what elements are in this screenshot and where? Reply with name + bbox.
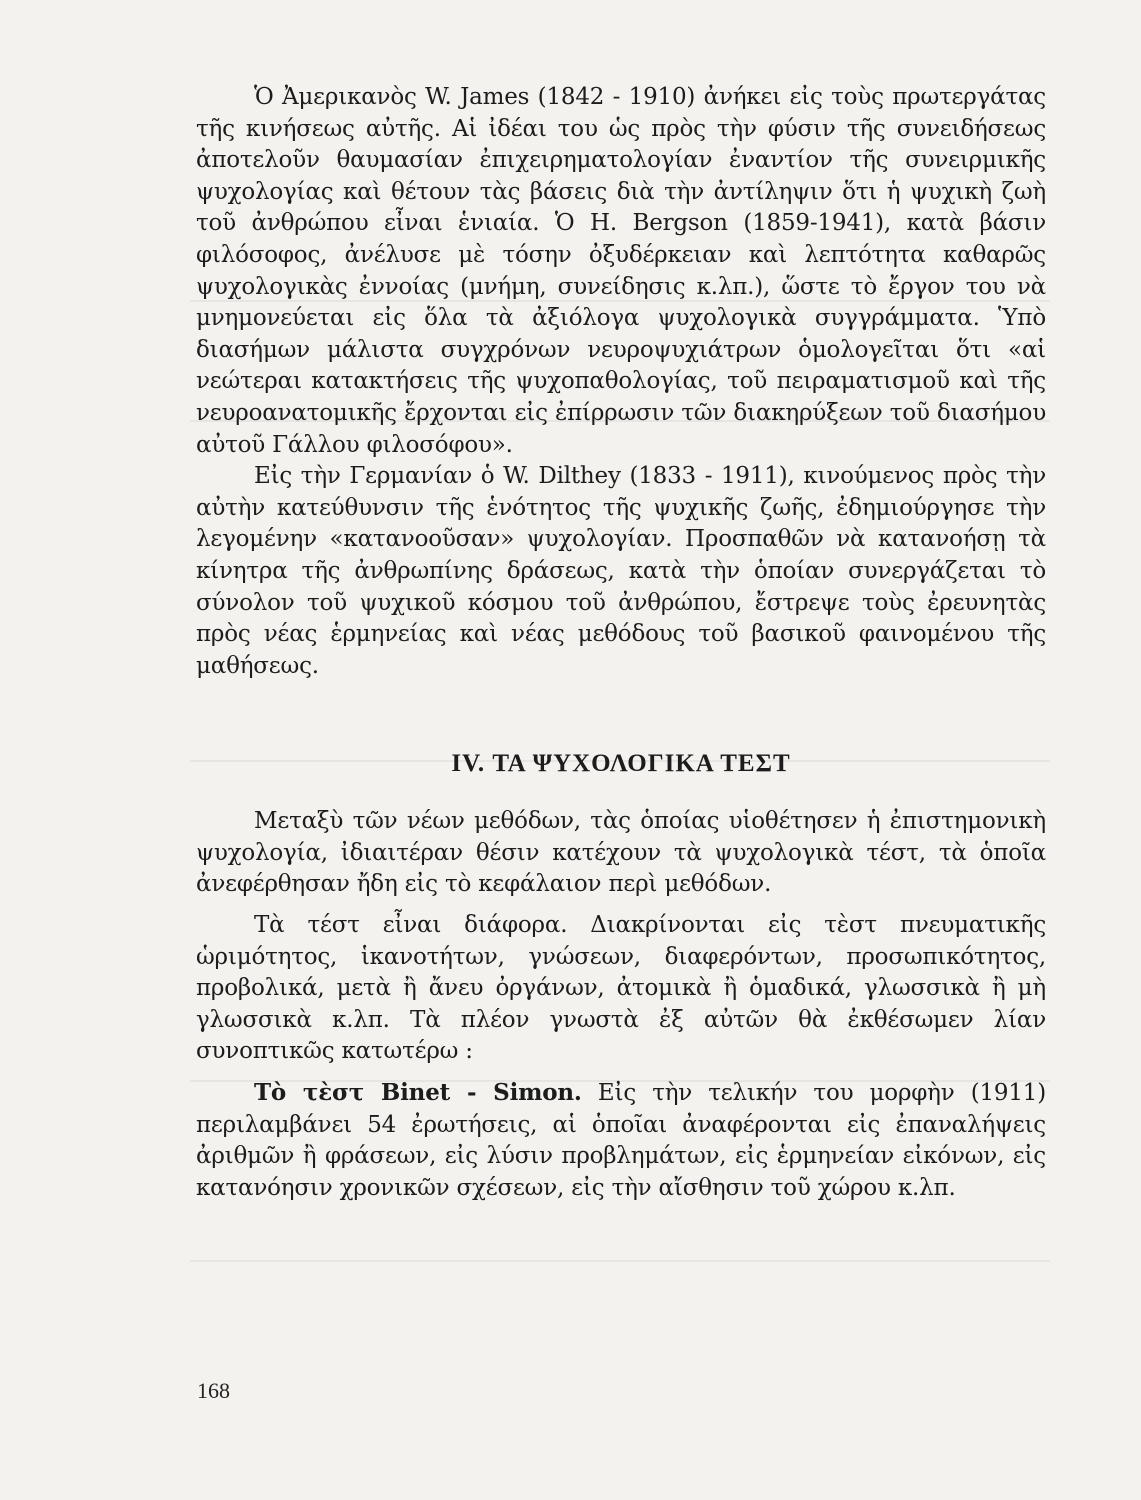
page-number: 168 xyxy=(197,1378,230,1403)
paragraph-binet-simon xyxy=(196,1077,1046,1204)
binet-simon-title: Τὸ τὲστ Binet - Simon. xyxy=(254,1079,582,1107)
paragraph-james-bergson: Ὁ Ἀμερικανὸς W. James (1842 - 1910) ἀνήκει εἰς τοὺς πρωτεργάτας τῆς κινήσεως αὐτῆς. Αἱ ἰδέαι του ὡς πρὸς τὴν φύσιν τῆς συνειδήσεως ἀποτελοῦν θαυμασίαν ἐπιχειρηματολογίαν ἐναντίον τῆς συνειρμικῆς ψυχολογίας καὶ θέτουν τὰς βάσεις διὰ τὴν ἀντίληψιν ὅτι ἡ ψυχικὴ ζωὴ τοῦ ἀνθρώπου εἶναι ἑνιαία. Ὁ H. Bergson (1859-1941), κατὰ βάσιν φιλόσοφος, ἀνέλυσε μὲ τόσην ὀξυδέρκειαν καὶ λεπτότητα καθαρῶς ψυχολογικὰς ἐννοίας (μνήμη, συνείδησις κ.λπ.), ὥστε τὸ ἔργον του νὰ μνημονεύεται εἰς ὅλα τὰ ἀξιόλογα ψυχολογικὰ συγγράμματα. Ὑπὸ διασήμων μάλιστα συγχρόνων νευροψυχιάτρων ὁμολογεῖται ὅτι «αἱ νεώτεραι κατακτήσεις τῆς ψυχοπαθολογίας, τοῦ πειραματισμοῦ καὶ τῆς νευροανατομικῆς ἔρχονται εἰς ἐπίρρωσιν τῶν διακηρύξεων τοῦ διασήμου αὐτοῦ Γάλλου φιλοσόφου». xyxy=(196,84,1046,458)
page-body xyxy=(196,82,1046,1204)
paragraph-tests-types: Τὰ τέστ εἶναι διάφορα. Διακρίνονται εἰς τὲστ πνευματικῆς ὡριμότητος, ἱκανοτήτων, γνώσεων, διαφερόντων, προσωπικότητος, προβολικά, μετὰ ἢ ἄνευ ὀργάνων, ἀτομικὰ ἢ ὁμαδικά, γλωσσικὰ ἢ μὴ γλωσσικὰ κ.λπ. Τὰ πλέον γνωστὰ ἐξ αὐτῶν θὰ ἐκθέσωμεν λίαν συνοπτικῶς κατωτέρω : xyxy=(196,912,1046,1065)
binet-simon-text: Εἰς τὴν τελικήν του μορφὴν (1911) περιλαμβάνει 54 ἐρωτήσεις, αἱ ὁποῖαι ἀναφέρονται εἰς ἐπαναλήψεις ἀριθμῶν ἢ φράσεων, εἰς λύσιν προβλημάτων, εἰς ἑρμηνείαν εἰκόνων, εἰς κατανόησιν χρονικῶν σχέσεων, εἰς τὴν αἴσθησιν τοῦ χώρου κ.λπ. xyxy=(196,1080,1047,1201)
section-heading: IV. ΤΑ ΨΥΧΟΛΟΓΙΚΑ ΤΕΣΤ xyxy=(451,750,791,778)
paragraph-dilthey: Εἰς τὴν Γερμανίαν ὁ W. Dilthey (1833 - 1911), κινούμενος πρὸς τὴν αὐτὴν κατεύθυνσιν τῆς ἑνότητος τῆς ψυχικῆς ζωῆς, ἐδημιούργησε τὴν λεγομένην «κατανοοῦσαν» ψυχολογίαν. Προσπαθῶν νὰ κατανοήσῃ τὰ κίνητρα τῆς ἀνθρωπίνης δράσεως, κατὰ τὴν ὁποίαν συνεργάζεται τὸ σύνολον τοῦ ψυχικοῦ κόσμου τοῦ ἀνθρώπου, ἔστρεψε τοὺς ἐρευνητὰς πρὸς νέας ἑρμηνείας καὶ νέας μεθόδους τοῦ βασικοῦ φαινομένου τῆς μαθήσεως. xyxy=(196,463,1046,679)
paragraph-tests-intro: Μεταξὺ τῶν νέων μεθόδων, τὰς ὁποίας υἱοθέτησεν ἡ ἐπιστημονικὴ ψυχολογία, ἰδιαιτέραν θέσιν κατέχουν τὰ ψυχολογικὰ τέστ, τὰ ὁποῖα ἀνεφέρθησαν ἤδη εἰς τὸ κεφάλαιον περὶ μεθόδων. xyxy=(196,808,1046,898)
